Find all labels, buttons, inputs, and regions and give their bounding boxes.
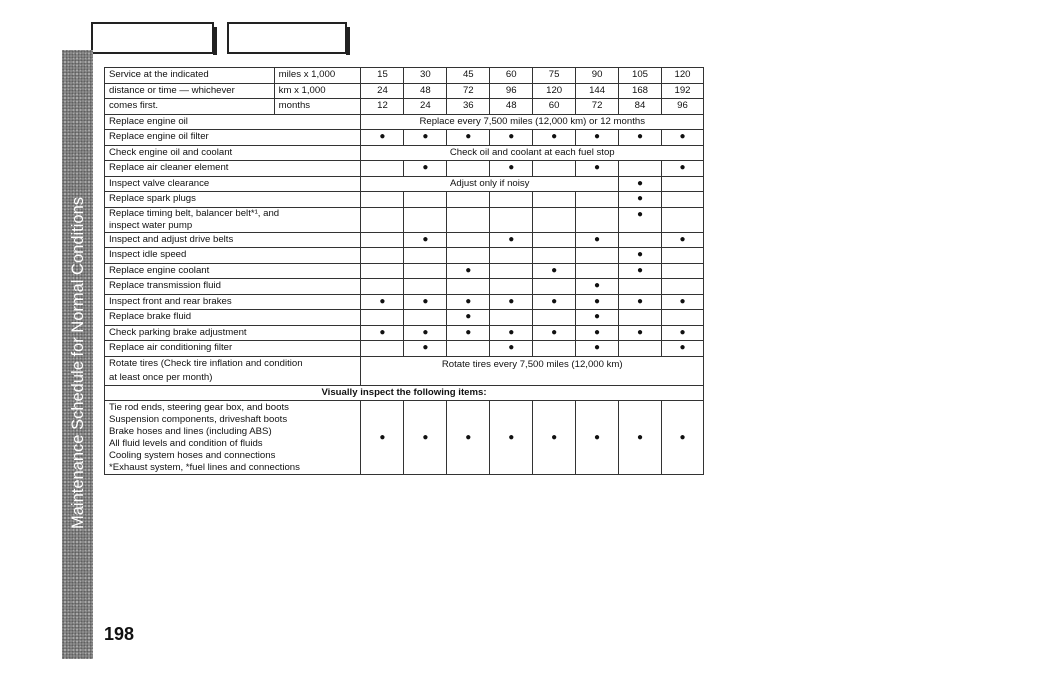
header-row-miles [105, 68, 704, 84]
service-dot: ● [619, 294, 662, 310]
service-dot: ● [361, 325, 404, 341]
row-label: Inspect and adjust drive belts [105, 232, 361, 248]
service-dot: ● [447, 401, 490, 475]
empty-cell [533, 232, 576, 248]
empty-cell [361, 232, 404, 248]
months-cell: 72 [576, 99, 619, 115]
row-label: Replace spark plugs [105, 192, 361, 208]
empty-cell [619, 279, 662, 295]
empty-cell [404, 279, 447, 295]
row-label: Replace air conditioning filter [105, 341, 361, 357]
service-dot: ● [490, 325, 533, 341]
empty-cell [404, 263, 447, 279]
service-dot: ● [619, 325, 662, 341]
empty-cell [576, 263, 619, 279]
service-dot: ● [490, 294, 533, 310]
row-label-line2: inspect water pump [109, 219, 193, 231]
visual-inspect-heading-row [105, 385, 704, 401]
header-tab-box-2 [227, 22, 347, 54]
empty-cell [490, 263, 533, 279]
row-label: Check engine oil and coolant [105, 145, 361, 161]
miles-cell: 15 [361, 68, 404, 84]
page-number: 198 [104, 624, 135, 644]
row-label: Replace engine oil [105, 114, 361, 130]
empty-cell [404, 207, 447, 232]
unit-km: km x 1,000 [274, 83, 361, 99]
list-item: *Exhaust system, *fuel lines and connections [109, 462, 300, 473]
empty-cell [361, 341, 404, 357]
service-dot: ● [490, 130, 533, 146]
service-dot: ● [619, 130, 662, 146]
empty-cell [576, 248, 619, 264]
months-cell: 48 [490, 99, 533, 115]
empty-cell [533, 248, 576, 264]
row-label: Replace engine coolant [105, 263, 361, 279]
service-dot: ● [533, 294, 576, 310]
empty-cell [361, 279, 404, 295]
miles-cell: 60 [490, 68, 533, 84]
empty-cell [619, 232, 662, 248]
table-row [105, 145, 704, 161]
miles-cell: 120 [661, 68, 703, 84]
header-row-months [105, 99, 704, 115]
empty-cell [619, 161, 662, 177]
service-dot: ● [661, 232, 703, 248]
empty-cell [361, 310, 404, 326]
empty-cell [447, 248, 490, 264]
list-item: Brake hoses and lines (including ABS) [109, 426, 272, 437]
row-note: Replace every 7,500 miles (12,000 km) or 12 months [361, 114, 704, 130]
service-dot: ● [447, 130, 490, 146]
row-note: Adjust only if noisy [361, 176, 619, 192]
header-label: distance or time — whichever [105, 83, 275, 99]
empty-cell [661, 248, 703, 264]
empty-cell [490, 310, 533, 326]
table-row [105, 279, 704, 295]
empty-cell [447, 341, 490, 357]
header-label: comes first. [105, 99, 275, 115]
empty-cell [447, 232, 490, 248]
service-dot: ● [404, 161, 447, 177]
empty-cell [661, 310, 703, 326]
row-label: Replace transmission fluid [105, 279, 361, 295]
service-dot: ● [576, 232, 619, 248]
table-row [105, 294, 704, 310]
empty-cell [447, 207, 490, 232]
list-item: All fluid levels and condition of fluids [109, 438, 263, 449]
service-dot: ● [361, 401, 404, 475]
service-dot: ● [533, 401, 576, 475]
service-dot: ● [619, 207, 662, 232]
row-label: Replace engine oil filter [105, 130, 361, 146]
service-dot: ● [661, 130, 703, 146]
row-label: Inspect valve clearance [105, 176, 361, 192]
service-dot: ● [576, 401, 619, 475]
service-dot: ● [619, 192, 662, 208]
service-dot: ● [576, 130, 619, 146]
empty-cell [447, 279, 490, 295]
miles-cell: 45 [447, 68, 490, 84]
service-dot: ● [576, 341, 619, 357]
km-cell: 96 [490, 83, 533, 99]
row-label: Inspect front and rear brakes [105, 294, 361, 310]
table-row [105, 248, 704, 264]
empty-cell [661, 263, 703, 279]
row-label [105, 356, 361, 385]
months-cell: 12 [361, 99, 404, 115]
empty-cell [533, 161, 576, 177]
service-dot: ● [490, 232, 533, 248]
months-cell: 96 [661, 99, 703, 115]
km-cell: 168 [619, 83, 662, 99]
empty-cell [361, 161, 404, 177]
visual-inspect-row [105, 401, 704, 475]
maintenance-schedule-table [104, 67, 704, 475]
service-dot: ● [661, 161, 703, 177]
empty-cell [619, 341, 662, 357]
empty-cell [490, 192, 533, 208]
empty-cell [447, 192, 490, 208]
unit-miles: miles x 1,000 [274, 68, 361, 84]
table-row [105, 176, 704, 192]
service-dot: ● [576, 325, 619, 341]
months-cell: 36 [447, 99, 490, 115]
miles-cell: 30 [404, 68, 447, 84]
miles-cell: 105 [619, 68, 662, 84]
empty-cell [361, 192, 404, 208]
row-label: Check parking brake adjustment [105, 325, 361, 341]
service-dot: ● [447, 294, 490, 310]
row-label: Replace brake fluid [105, 310, 361, 326]
service-dot: ● [661, 294, 703, 310]
service-dot: ● [361, 294, 404, 310]
service-dot: ● [533, 325, 576, 341]
service-dot: ● [576, 310, 619, 326]
empty-cell [533, 279, 576, 295]
miles-cell: 90 [576, 68, 619, 84]
row-note: Check oil and coolant at each fuel stop [361, 145, 704, 161]
miles-cell: 75 [533, 68, 576, 84]
table-row [105, 192, 704, 208]
km-cell: 144 [576, 83, 619, 99]
table-row [105, 356, 704, 385]
header-row-km [105, 83, 704, 99]
empty-cell [490, 207, 533, 232]
service-dot: ● [404, 130, 447, 146]
service-dot: ● [404, 325, 447, 341]
empty-cell [447, 161, 490, 177]
months-cell: 24 [404, 99, 447, 115]
service-dot: ● [447, 325, 490, 341]
empty-cell [576, 207, 619, 232]
service-dot: ● [404, 401, 447, 475]
header-label: Service at the indicated [105, 68, 275, 84]
table-row [105, 130, 704, 146]
service-dot: ● [661, 325, 703, 341]
months-cell: 60 [533, 99, 576, 115]
empty-cell [404, 248, 447, 264]
service-dot: ● [619, 401, 662, 475]
service-dot: ● [576, 161, 619, 177]
empty-cell [661, 176, 703, 192]
service-dot: ● [404, 232, 447, 248]
km-cell: 72 [447, 83, 490, 99]
table-row [105, 341, 704, 357]
empty-cell [404, 310, 447, 326]
km-cell: 192 [661, 83, 703, 99]
row-label [105, 207, 361, 232]
empty-cell [490, 279, 533, 295]
service-dot: ● [576, 294, 619, 310]
empty-cell [361, 207, 404, 232]
km-cell: 24 [361, 83, 404, 99]
empty-cell [533, 310, 576, 326]
months-cell: 84 [619, 99, 662, 115]
table-row [105, 263, 704, 279]
list-item: Tie rod ends, steering gear box, and boots [109, 402, 289, 413]
service-dot: ● [447, 310, 490, 326]
empty-cell [404, 192, 447, 208]
service-dot: ● [619, 248, 662, 264]
header-tab-box-1 [91, 22, 214, 54]
visual-inspect-heading: Visually inspect the following items: [105, 385, 704, 401]
empty-cell [576, 192, 619, 208]
empty-cell [661, 207, 703, 232]
table-row [105, 161, 704, 177]
empty-cell [619, 310, 662, 326]
row-label: Inspect idle speed [105, 248, 361, 264]
km-cell: 120 [533, 83, 576, 99]
service-dot: ● [490, 341, 533, 357]
table-row [105, 310, 704, 326]
service-dot: ● [576, 279, 619, 295]
row-label-line2: at least once per month) [109, 371, 213, 383]
km-cell: 48 [404, 83, 447, 99]
service-dot: ● [404, 341, 447, 357]
row-label-line1: Rotate tires (Check tire inflation and condition [109, 357, 303, 369]
empty-cell [661, 279, 703, 295]
table-row [105, 325, 704, 341]
list-item: Suspension components, driveshaft boots [109, 414, 288, 425]
service-dot: ● [490, 161, 533, 177]
service-dot: ● [404, 294, 447, 310]
empty-cell [490, 248, 533, 264]
table-row [105, 207, 704, 232]
unit-months: months [274, 99, 361, 115]
row-label-line1: Replace timing belt, balancer belt*¹, and [109, 207, 280, 219]
empty-cell [661, 192, 703, 208]
service-dot: ● [619, 263, 662, 279]
side-title-text: Maintenance Schedule for Normal Conditions [69, 196, 87, 529]
empty-cell [533, 207, 576, 232]
service-dot: ● [490, 401, 533, 475]
empty-cell [533, 341, 576, 357]
service-dot: ● [619, 176, 662, 192]
service-dot: ● [533, 130, 576, 146]
service-dot: ● [661, 341, 703, 357]
service-dot: ● [447, 263, 490, 279]
table-row [105, 232, 704, 248]
table-row [105, 114, 704, 130]
empty-cell [361, 248, 404, 264]
visual-inspect-items [105, 401, 361, 475]
row-label: Replace air cleaner element [105, 161, 361, 177]
empty-cell [361, 263, 404, 279]
service-dot: ● [661, 401, 703, 475]
row-note: Rotate tires every 7,500 miles (12,000 km) [361, 356, 704, 385]
empty-cell [533, 192, 576, 208]
service-dot: ● [361, 130, 404, 146]
service-dot: ● [533, 263, 576, 279]
list-item: Cooling system hoses and connections [109, 450, 276, 461]
